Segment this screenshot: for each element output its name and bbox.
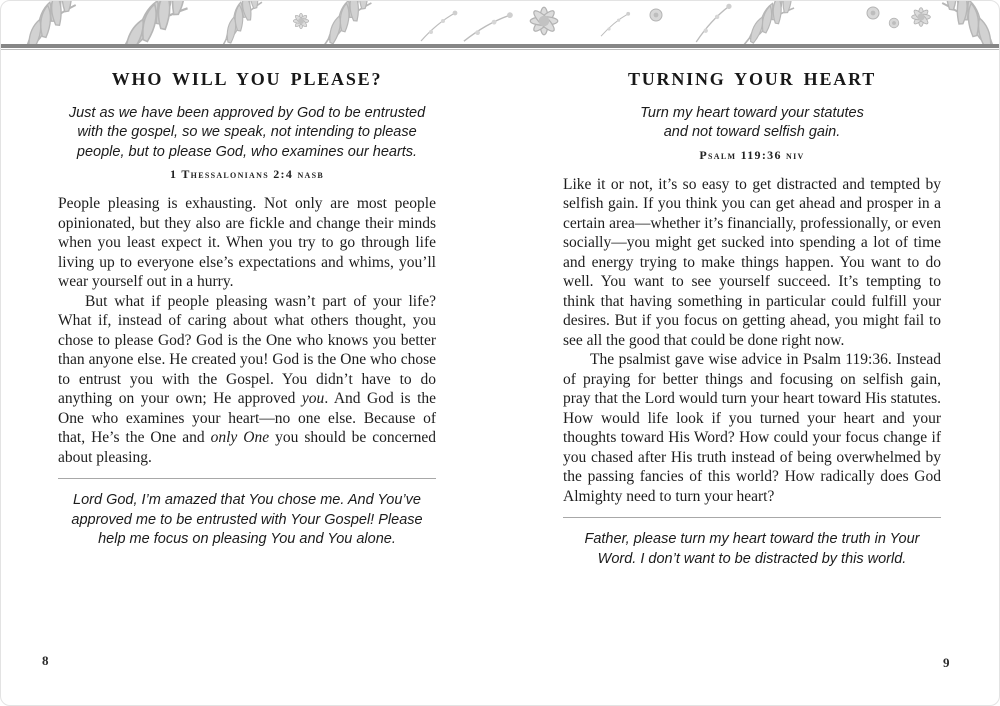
decorative-header [1, 1, 1000, 44]
text-line: Father, please turn my heart toward the truth in Your [584, 531, 920, 548]
body-paragraph: But what if people pleasing wasn’t part of your life? What if, instead of caring about what others thought, you chose to please God? God is the One who knows you better than anyone else. He created you! God is the One who chose to entrust you with the Gospel. You didn’t have to do anything on your own; He approved you. And God is the One who examines your heart—no one else. Because of that, He’s the One and only One you should be concerned about pleasing. [58, 292, 437, 466]
scripture-epigraph [563, 104, 941, 143]
right-page [563, 61, 941, 569]
scripture-epigraph [58, 104, 436, 163]
text-line: Just as we have been approved by God to be entrusted [68, 104, 426, 121]
left-page [58, 61, 436, 550]
divider-rule [58, 478, 436, 479]
text-line: and not toward selfish gain. [663, 124, 841, 141]
page-number-left: 8 [42, 653, 49, 668]
devotional-body [563, 175, 941, 507]
body-paragraph: People pleasing is exhausting. Not only are most people opinionated, but they also are fickle and change their minds when you least expect it. When you try to go through life living up to everyone else’s expectations and whims, you’ll wear yourself out in a hurry. [58, 195, 436, 291]
text-line: help me focus on pleasing You and You alone. [98, 531, 396, 548]
scripture-reference: Psalm 119:36 niv [699, 147, 805, 162]
body-paragraph: The psalmist gave wise advice in Psalm 119:36. Instead of praying for better things and focusing on selfish gain, pray that the Lord would turn your heart toward His statutes. How would life look if you turned your heart and your thoughts toward His Word? How could your focus change if you chased after His truth instead of being overwhelmed by the passing fancies of this world? How radically does God Almighty need to turn your heart? [563, 351, 941, 505]
devotional-body [58, 194, 436, 467]
scripture-reference: 1 Thessalonians 2:4 nasb [169, 167, 324, 182]
divider-rule [563, 517, 941, 518]
text-line: with the gospel, so we speak, not intending to please [77, 124, 417, 141]
body-paragraph: Like it or not, it’s so easy to get distracted and tempted by selfish gain. If you think you can get ahead and prosper in a certain area—whether it’s financially, professionally, or even socially—you might get sucked into spending a lot of time and energy trying to make things happen. You want to do well. You want to see yourself succeed. It’s tempting to think that having something in particular could fulfill your desires. But if you focus on getting ahead, you might fail to see all the good that could be done right now. [563, 175, 941, 349]
text-line: Word. I don’t want to be distracted by this world. [597, 550, 907, 567]
text-line: people, but to please God, who examines our hearts. [76, 143, 418, 160]
page-number-right: 9 [943, 655, 950, 670]
header-divider-rule [1, 44, 1000, 52]
page-title: WHO WILL YOU PLEASE? [111, 69, 383, 89]
page-title: TURNING YOUR HEART [627, 69, 877, 89]
floral-border-art-icon [1, 1, 1000, 44]
text-line: Lord God, I’m amazed that You chose me. And You’ve [73, 492, 421, 509]
text-line: approved me to be entrusted with Your Gospel! Please [71, 511, 423, 528]
closing-prayer [58, 491, 436, 550]
closing-prayer [563, 530, 941, 569]
text-line: Turn my heart toward your statutes [640, 104, 864, 121]
